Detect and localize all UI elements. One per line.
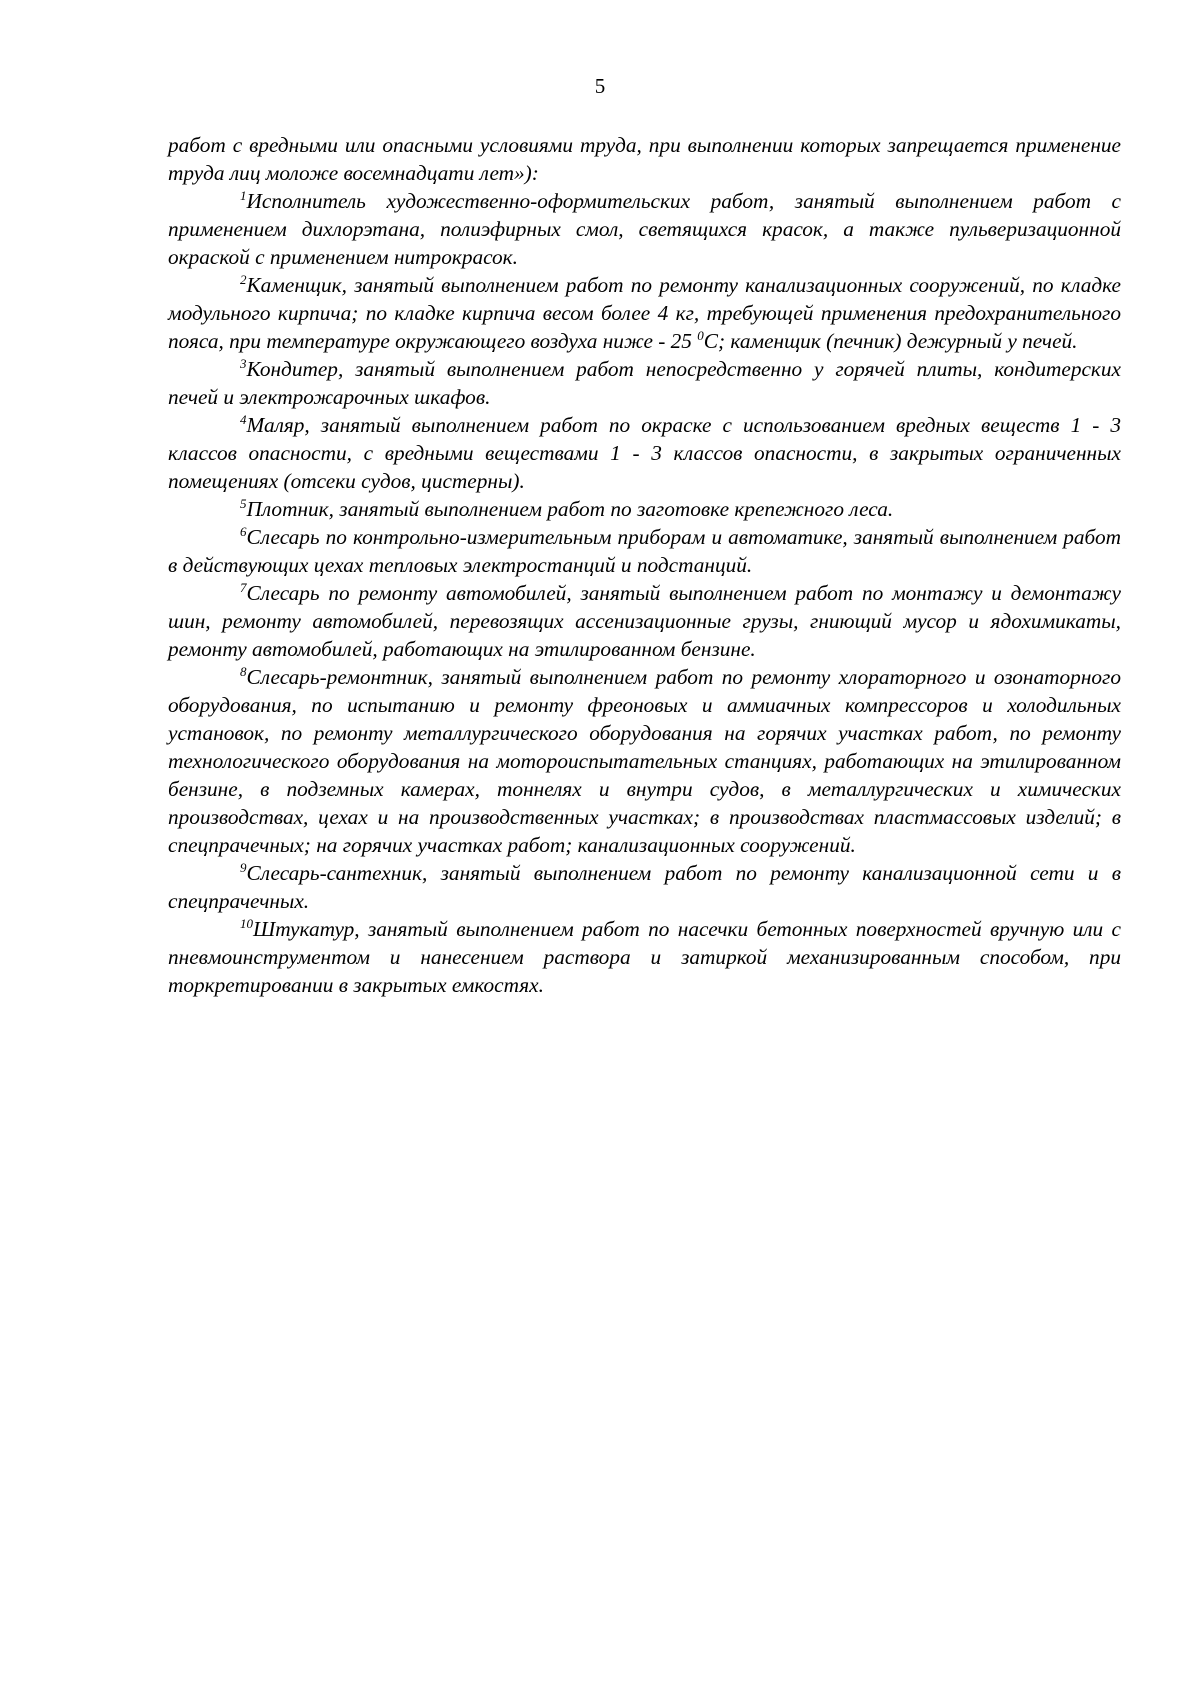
list-item	[168, 271, 1121, 355]
document-body	[168, 131, 1121, 999]
page-number: 5	[594, 74, 606, 98]
item-text: Штукатур, занятый выполнением работ по насечки бетонных поверхностей вручную или с пневмоинструментом и нанесением раствора и затиркой механизированным способом, при торкретировании в закрытых емкостях.	[168, 917, 1121, 997]
item-text: Слесарь по ремонту автомобилей, занятый выполнением работ по монтажу и демонтажу шин, ремонту автомобилей, перевозящих ассенизационные грузы, гниющий мусор и ядохимикаты, ремонту автомобилей, работающих на этилированном бензине.	[168, 581, 1121, 661]
item-text: Исполнитель художественно-оформительских работ, занятый выполнением работ с применением дихлорэтана, полиэфирных смол, светящихся красок, а также пульверизационной окраской с применением нитрокрасок.	[168, 189, 1121, 269]
item-number: 10	[240, 916, 253, 931]
list-item	[168, 915, 1121, 999]
list-item	[168, 187, 1121, 271]
item-text-continued: С; каменщик (печник) дежурный у печей.	[703, 329, 1078, 353]
item-text: Кондитер, занятый выполнением работ непосредственно у горячей плиты, кондитерских печей и электрожарочных шкафов.	[168, 357, 1121, 409]
list-item	[168, 523, 1121, 579]
item-text: Плотник, занятый выполнением работ по заготовке крепежного леса.	[246, 497, 894, 521]
item-number: 8	[240, 664, 247, 679]
list-item	[168, 495, 1121, 523]
list-item	[168, 579, 1121, 663]
list-item	[168, 411, 1121, 495]
item-number: 3	[240, 356, 247, 371]
item-number: 9	[240, 860, 247, 875]
item-text: Слесарь-сантехник, занятый выполнением работ по ремонту канализационной сети и в спецпрачечных.	[168, 861, 1121, 913]
list-item	[168, 859, 1121, 915]
list-item	[168, 355, 1121, 411]
item-number: 6	[240, 524, 247, 539]
item-number: 5	[240, 496, 247, 511]
degree-superscript: 0	[697, 328, 704, 343]
item-text: Маляр, занятый выполнением работ по окраске с использованием вредных веществ 1 - 3 классов опасности, с вредными веществами 1 - 3 классов опасности, в закрытых ограниченных помещениях (отсеки судов, цистерны).	[168, 413, 1121, 493]
intro-paragraph: работ с вредными или опасными условиями труда, при выполнении которых запрещается применение труда лиц моложе восемнадцати лет»):	[168, 133, 1121, 185]
item-text: Слесарь по контрольно-измерительным приборам и автоматике, занятый выполнением работ в действующих цехах тепловых электростанций и подстанций.	[168, 525, 1121, 577]
item-text: Слесарь-ремонтник, занятый выполнением работ по ремонту хлораторного и озонаторного оборудования, по испытанию и ремонту фреоновых и аммиачных компрессоров и холодильных установок, по ремонту металлургического оборудования на горячих участках работ, по ремонту технологического оборудования на мотороиспытательных станциях, работающих на этилированном бензине, в подземных камерах, тоннелях и внутри судов, в металлургических и химических производствах, цехах и на производственных участках; в производствах пластмассовых изделий; в спецпрачечных; на горячих участках работ; канализационных сооружений.	[168, 665, 1121, 857]
item-text: Каменщик, занятый выполнением работ по ремонту канализационных сооружений, по кладке модульного кирпича; по кладке кирпича весом более 4 кг, требующей применения предохранительного пояса, при температуре окружающего воздуха ниже - 25	[168, 273, 1121, 353]
item-number: 4	[240, 412, 247, 427]
item-number: 7	[240, 580, 247, 595]
item-number: 1	[240, 188, 247, 203]
list-item	[168, 663, 1121, 859]
item-number: 2	[240, 272, 247, 287]
